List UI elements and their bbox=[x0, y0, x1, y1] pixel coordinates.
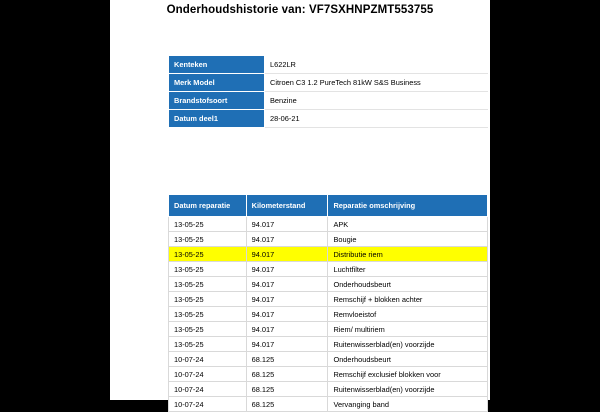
vehicle-value-datum-deel1: 28-06-21 bbox=[265, 110, 488, 128]
cell-description: Onderhoudsbeurt bbox=[328, 352, 488, 367]
vehicle-label-kenteken: Kenteken bbox=[169, 56, 265, 74]
cell-date: 13-05-25 bbox=[169, 277, 247, 292]
cell-description: Remvloeistof bbox=[328, 307, 488, 322]
cell-date: 13-05-25 bbox=[169, 292, 247, 307]
cell-description: APK bbox=[328, 217, 488, 232]
cell-mileage: 68.125 bbox=[246, 352, 328, 367]
cell-description: Distributie riem bbox=[328, 247, 488, 262]
cell-mileage: 94.017 bbox=[246, 217, 328, 232]
cell-description: Onderhoudsbeurt bbox=[328, 277, 488, 292]
cell-mileage: 94.017 bbox=[246, 292, 328, 307]
table-row bbox=[169, 382, 488, 397]
table-row bbox=[169, 232, 488, 247]
table-row bbox=[169, 307, 488, 322]
cell-date: 13-05-25 bbox=[169, 217, 247, 232]
table-row bbox=[169, 110, 488, 128]
history-table-body bbox=[169, 217, 488, 412]
document-sheet bbox=[110, 0, 490, 409]
history-table-head bbox=[169, 195, 488, 217]
cell-mileage: 94.017 bbox=[246, 277, 328, 292]
table-row bbox=[169, 56, 488, 74]
table-row bbox=[169, 277, 488, 292]
cell-date: 13-05-25 bbox=[169, 262, 247, 277]
cell-description: Ruitenwisserblad(en) voorzijde bbox=[328, 337, 488, 352]
table-row bbox=[169, 262, 488, 277]
column-header-mileage: Kilometerstand bbox=[246, 195, 328, 217]
page-title: Onderhoudshistorie van: VF7SXHNPZMT553755 bbox=[166, 4, 434, 16]
cell-date: 13-05-25 bbox=[169, 322, 247, 337]
vehicle-label-brandstofsoort: Brandstofsoort bbox=[169, 92, 265, 110]
column-header-description: Reparatie omschrijving bbox=[328, 195, 488, 217]
table-row bbox=[169, 367, 488, 382]
table-row bbox=[169, 247, 488, 262]
table-row bbox=[169, 337, 488, 352]
cell-mileage: 94.017 bbox=[246, 322, 328, 337]
cell-description: Riem/ multiriem bbox=[328, 322, 488, 337]
cell-description: Bougie bbox=[328, 232, 488, 247]
vehicle-value-kenteken: L622LR bbox=[265, 56, 488, 74]
column-header-date: Datum reparatie bbox=[169, 195, 247, 217]
cell-description: Remschijf + blokken achter bbox=[328, 292, 488, 307]
table-row bbox=[169, 292, 488, 307]
cell-mileage: 94.017 bbox=[246, 232, 328, 247]
cell-date: 10-07-24 bbox=[169, 397, 247, 412]
maintenance-history-table bbox=[168, 194, 488, 412]
cell-description: Remschijf exclusief blokken voor bbox=[328, 367, 488, 382]
cell-date: 10-07-24 bbox=[169, 367, 247, 382]
table-row bbox=[169, 352, 488, 367]
vehicle-info-table bbox=[168, 55, 488, 128]
table-row bbox=[169, 397, 488, 412]
cell-description: Ruitenwisserblad(en) voorzijde bbox=[328, 382, 488, 397]
vehicle-label-merk-model: Merk Model bbox=[169, 74, 265, 92]
cell-date: 10-07-24 bbox=[169, 352, 247, 367]
cell-date: 13-05-25 bbox=[169, 307, 247, 322]
cell-mileage: 68.125 bbox=[246, 367, 328, 382]
vehicle-value-merk-model: Citroen C3 1.2 PureTech 81kW S&S Business bbox=[265, 74, 488, 92]
cell-mileage: 68.125 bbox=[246, 382, 328, 397]
table-row bbox=[169, 92, 488, 110]
cell-mileage: 94.017 bbox=[246, 247, 328, 262]
cell-date: 13-05-25 bbox=[169, 232, 247, 247]
cell-date: 10-07-24 bbox=[169, 382, 247, 397]
vehicle-info-body bbox=[169, 56, 488, 128]
cell-mileage: 94.017 bbox=[246, 337, 328, 352]
cell-mileage: 94.017 bbox=[246, 262, 328, 277]
vehicle-label-datum-deel1: Datum deel1 bbox=[169, 110, 265, 128]
vehicle-value-brandstofsoort: Benzine bbox=[265, 92, 488, 110]
cell-description: Luchtfilter bbox=[328, 262, 488, 277]
table-row bbox=[169, 74, 488, 92]
cell-date: 13-05-25 bbox=[169, 337, 247, 352]
history-header-row bbox=[169, 195, 488, 217]
cell-description: Vervanging band bbox=[328, 397, 488, 412]
cell-date: 13-05-25 bbox=[169, 247, 247, 262]
cell-mileage: 68.125 bbox=[246, 397, 328, 412]
table-row bbox=[169, 322, 488, 337]
cell-mileage: 94.017 bbox=[246, 307, 328, 322]
table-row bbox=[169, 217, 488, 232]
